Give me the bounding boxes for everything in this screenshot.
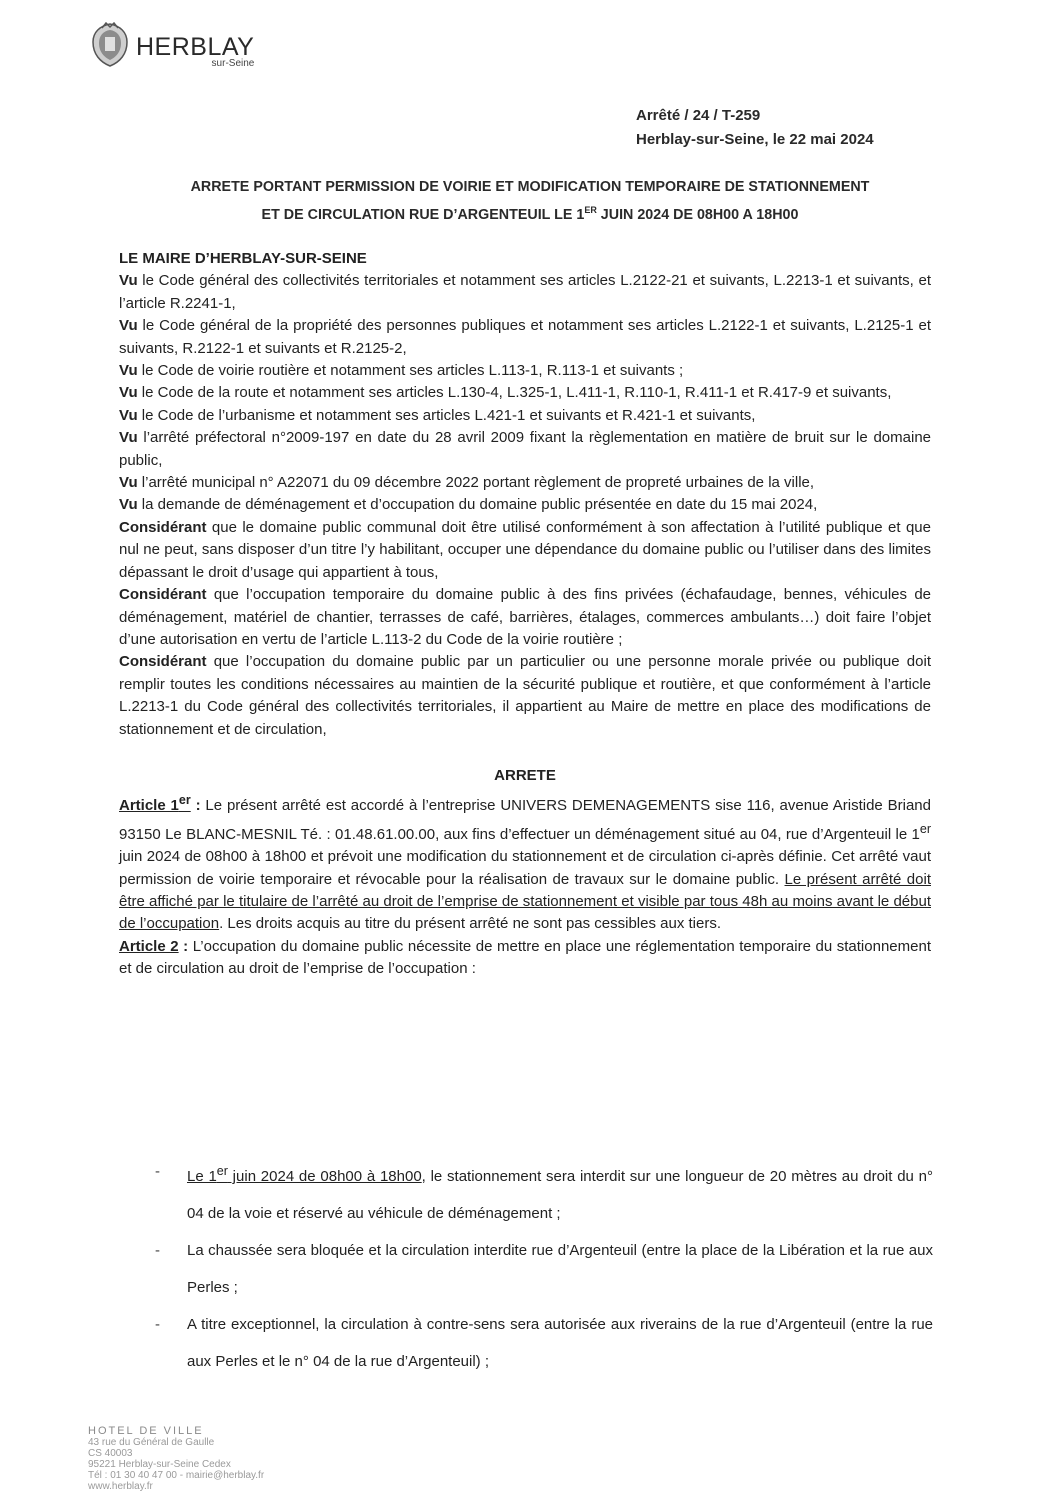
measure-text <box>187 1232 933 1306</box>
measure-text <box>187 1153 933 1232</box>
visa-lead: Vu <box>119 317 138 335</box>
place-date: Herblay-sur-Seine, le 22 mai 2024 <box>636 131 874 148</box>
footer-line-5: Tél : 01 30 40 47 00 - mairie@herblay.fr <box>88 1470 265 1481</box>
article-1 <box>119 789 931 935</box>
footer-line-3: CS 40003 <box>88 1448 133 1459</box>
visa-text: le Code général de la propriété des personnes publiques et notamment ses articles L.2122-1 et suivants, L.2125-1 et suivants, R.2122-1 et suivants et R.2125-2, <box>119 317 931 357</box>
visa-lead: Vu <box>119 406 138 424</box>
article-2 <box>119 936 931 981</box>
title-line-1: ARRETE PORTANT PERMISSION DE VOIRIE ET MODIFICATION TEMPORAIRE DE STATIONNEMENT <box>190 179 870 195</box>
title-line-2-sup: ER <box>584 205 597 215</box>
article-1-colon: : <box>190 797 206 815</box>
measure-item <box>155 1153 933 1232</box>
visa-lead: Vu <box>119 496 138 514</box>
article-1-label: Article 1er <box>119 793 191 815</box>
maire-heading: LE MAIRE D’HERBLAY-SUR-SEINE <box>119 250 367 267</box>
visa-item <box>119 517 931 584</box>
logo-subtitle: sur-Seine <box>211 58 255 69</box>
visa-lead: Considérant <box>119 586 207 604</box>
visa-text: le Code de voirie routière et notamment ses articles L.113-1, R.113-1 et suivants ; <box>137 362 684 380</box>
footer-line-1: HOTEL DE VILLE <box>88 1425 204 1437</box>
visa-item <box>119 651 931 741</box>
visa-text: la demande de déménagement et d’occupation du domaine public présentée en date du 15 mai 2024, <box>137 496 818 514</box>
visa-text: l’arrêté municipal n° A22071 du 09 décembre 2022 portant règlement de propreté urbaines de la ville, <box>137 474 815 492</box>
article-2-text: L’occupation du domaine public nécessite de mettre en place une réglementation temporaire du stationnement et de circulation au droit de l’emprise de l’occupation : <box>119 937 931 978</box>
measure-body: La chaussée sera bloquée et la circulation interdite rue d’Argenteuil (entre la place de la Libération et la rue aux Perles ; <box>187 1242 933 1296</box>
visa-item <box>119 405 931 427</box>
footer-line-4: 95221 Herblay-sur-Seine Cedex <box>88 1459 231 1470</box>
measure-item <box>155 1232 933 1306</box>
article-1-text-sup: er <box>919 821 931 836</box>
measure-date-sup: er <box>216 1164 228 1178</box>
title-line-2-a: ET DE CIRCULATION RUE D’ARGENTEUIL LE 1 <box>261 206 585 223</box>
visa-text: le Code de l’urbanisme et notamment ses articles L.421-1 et suivants et R.421-1 et suivants, <box>137 406 756 424</box>
visa-text: que le domaine public communal doit être utilisé conformément à son affectation à l’utilité publique et que nul ne peut, sans disposer d’un titre l’y habilitant, occuper une dépendance du domaine public ou l’utiliser dans des limites dépassant le droit d’usage qui appartient à tous, <box>119 518 931 581</box>
visa-lead: Vu <box>119 429 138 447</box>
visa-text: que l’occupation temporaire du domaine public à des fins privées (échafaudage, bennes, véhicules de déménagement, matériel de chantier, terrasses de café, barrières, étalages, commerces ambulants…) doit faire l’objet d’une autorisation en vertu de l’article L.113-2 du Code de la voirie routière ; <box>119 586 931 648</box>
visa-item <box>119 382 931 404</box>
visa-item <box>119 584 931 651</box>
measure-item <box>155 1306 933 1380</box>
bullet-dash: - <box>155 1163 160 1180</box>
visas-list <box>119 270 931 741</box>
article-2-colon: : <box>178 937 193 955</box>
visa-text: l’arrêté préfectoral n°2009-197 en date du 28 avril 2009 fixant la règlementation en matière de bruit sur le domaine public, <box>119 429 931 469</box>
footer-line-6: www.herblay.fr <box>88 1481 153 1492</box>
article-1-display-notice: Le présent arrêté doit être affiché par le titulaire de l’arrêté au droit de l’emprise de stationnement et visible par tous 48h au moins avant le début de l’occupation <box>119 870 931 933</box>
bullet-dash: - <box>155 1242 160 1259</box>
city-crest-icon <box>90 22 130 68</box>
document-title <box>115 176 945 227</box>
visa-lead: Vu <box>119 362 138 380</box>
measure-date-a: Le 1 <box>187 1168 217 1185</box>
visa-lead: Vu <box>119 384 138 402</box>
measures-list <box>155 1153 933 1380</box>
logo-name: HERBLAY <box>136 33 255 61</box>
visa-lead: Vu <box>119 474 138 492</box>
visa-item <box>119 472 931 494</box>
article-1-text-b: juin 2024 de 08h00 à 18h00 et prévoit une modification du stationnement et de circulation ci-après définie. Cet arrêté vaut permission de voirie temporaire et révocable pour la réalisation de travaux sur le domaine public. <box>119 848 931 888</box>
visa-text: que l’occupation du domaine public par un particulier ou une personne morale privée ou publique doit remplir toutes les conditions nécessaires au maintien de la sécurité publique et routière, et que conformément à l’article L.2213-1 du Code général des collectivités territoriales, il appartient au Maire de mettre en place des modifications de stationnement et de circulation, <box>119 653 931 738</box>
title-line-2 <box>115 199 945 227</box>
bullet-dash: - <box>155 1316 160 1333</box>
arrete-heading: ARRETE <box>494 766 556 784</box>
measure-date <box>187 1164 422 1185</box>
title-line-2-b: JUIN 2024 DE 08H00 A 18H00 <box>596 206 799 223</box>
footer-line-2: 43 rue du Général de Gaulle <box>88 1437 215 1448</box>
document-reference <box>636 104 874 152</box>
measure-text <box>187 1306 933 1380</box>
herblay-logo <box>90 22 254 69</box>
article-2-label: Article 2 <box>119 937 179 955</box>
visa-text: le Code général des collectivités territoriales et notamment ses articles L.2122-21 et suivants, L.2213-1 et suivants, et l’article R.2241-1, <box>119 272 931 312</box>
visa-lead: Considérant <box>119 653 207 671</box>
footer-address <box>88 1426 264 1492</box>
reference-number: Arrêté / 24 / T-259 <box>636 107 761 124</box>
measure-body: A titre exceptionnel, la circulation à contre-sens sera autorisée aux riverains de la rue d’Argenteuil (entre la rue aux Perles et le n° 04 de la rue d’Argenteuil) ; <box>187 1316 933 1370</box>
measure-date-b: juin 2024 de 08h00 à 18h00 <box>227 1168 422 1185</box>
visa-text: le Code de la route et notamment ses articles L.130-4, L.325-1, L.411-1, R.110-1, R.411-1 et R.417-9 et suivants, <box>137 384 892 402</box>
visa-item <box>119 315 931 360</box>
visa-item <box>119 494 931 516</box>
visa-item <box>119 270 931 315</box>
article-1-text-a: Le présent arrêté est accordé à l’entreprise UNIVERS DEMENAGEMENTS sise 116, avenue Aristide Briand 93150 Le BLANC-MESNIL Té. : 01.48.61.00.00, aux fins d’effectuer un déménagement situé au 04, rue d’Argenteuil le 1 <box>119 797 931 843</box>
visa-lead: Considérant <box>119 518 207 536</box>
visa-item <box>119 427 931 472</box>
article-1-text-c: . Les droits acquis au titre du présent arrêté ne sont pas cessibles aux tiers. <box>219 915 722 933</box>
measure-body: , le stationnement sera interdit sur une longueur de 20 mètres au droit du n° 04 de la voie et réservé au véhicule de déménagement ; <box>187 1168 933 1222</box>
visa-item <box>119 360 931 382</box>
document-body <box>119 248 931 981</box>
visa-lead: Vu <box>119 272 138 290</box>
